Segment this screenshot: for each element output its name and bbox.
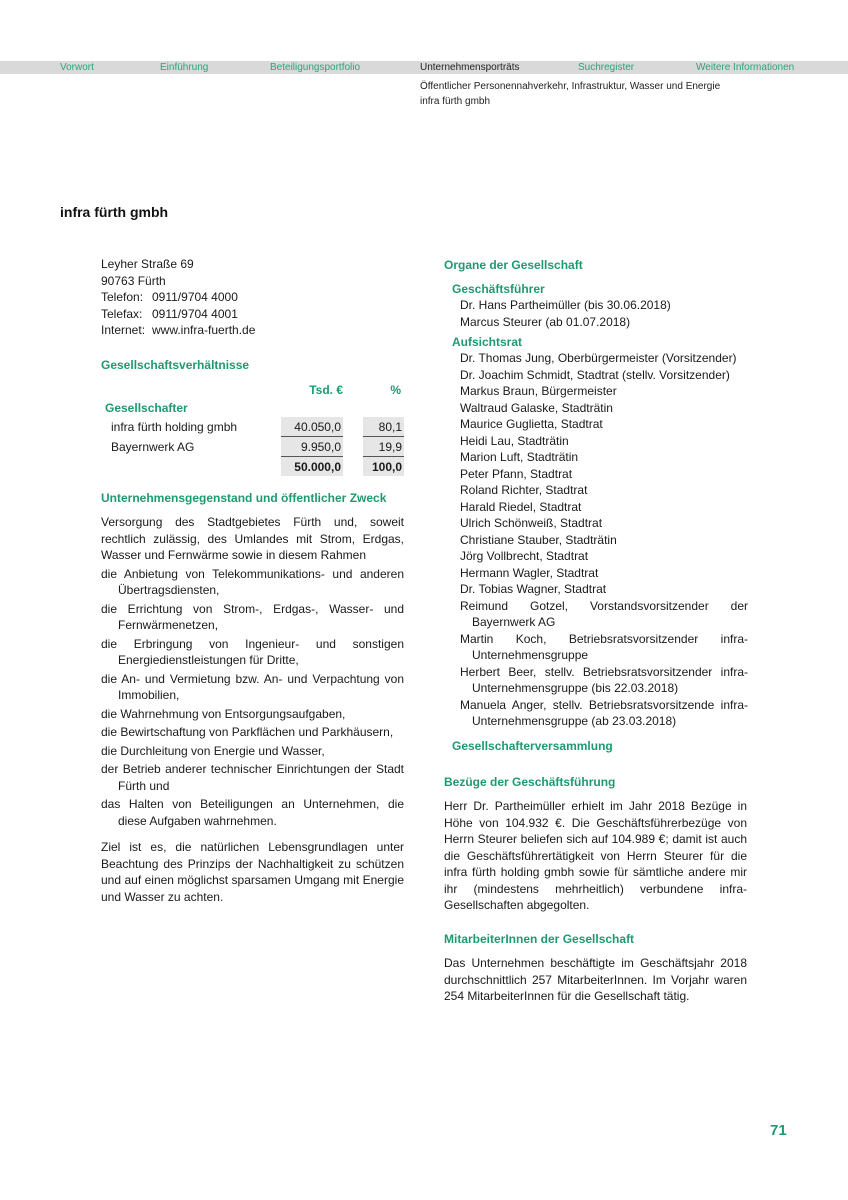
nav-einfuehrung[interactable]: Einführung <box>160 62 209 73</box>
nav-unternehmensportraets[interactable]: Unternehmensporträts <box>420 62 520 73</box>
fax-label: Telefax: <box>101 306 143 321</box>
list-item: Marcus Steurer (ab 01.07.2018) <box>460 314 631 329</box>
list-item: die Bewirtschaftung von Parkflächen und Parkhäusern, <box>101 725 394 739</box>
nav-suchregister[interactable]: Suchregister <box>578 62 635 73</box>
page-title: infra fürth gmbh <box>60 204 169 220</box>
address-web <box>101 322 406 339</box>
address-fax <box>101 306 406 323</box>
organs-heading: Organe der Gesellschaft <box>444 258 583 272</box>
fax-value: 0911/9704 4001 <box>152 306 238 321</box>
list-item: das Halten von Beteiligungen an Unternehmen, die diese Aufgaben wahrnehmen. <box>101 797 404 828</box>
nav-beteiligungsportfolio[interactable]: Beteiligungsportfolio <box>270 62 361 73</box>
col-pct: % <box>390 382 401 397</box>
list-item: die Anbietung von Telekommunikations- und anderen Übertragsdiensten, <box>101 566 404 597</box>
list-item: Herbert Beer, stellv. Betriebsratsvorsitzender infra-Unternehmensgruppe (bis 22.03.2018) <box>460 664 748 695</box>
list-item: die Erbringung von Ingenieur- und sonstigen Energiedienstleistungen für Dritte, <box>101 636 404 667</box>
list-item: Peter Pfann, Stadtrat <box>460 466 573 481</box>
total-tsd: 50.000,0 <box>281 457 343 476</box>
list-item: Roland Richter, Stadtrat <box>460 483 588 497</box>
gv-heading: Gesellschafterversammlung <box>452 738 613 753</box>
shareholders-subheading: Gesellschafter <box>105 401 188 415</box>
list-item: Jörg Vollbrecht, Stadtrat <box>460 549 589 563</box>
shareholder-name: Bayernwerk AG <box>111 440 195 454</box>
organs-block <box>452 281 748 754</box>
list-item: Ulrich Schönweiß, Stadtrat <box>460 516 603 530</box>
pay-text: Herr Dr. Partheimüller erhielt im Jahr 2018 Bezüge in Höhe von 104.932 €. Die Geschäftsführerbezüge von Herrn Steurer beliefen sich auf 104.989 €; damit ist auch die Geschäftsführertätigkeit von Herrn Steurer für die infra fürth holding gmbh sowie für sämtliche andere mir ihr (mindestens mehrheitlich) verbundene infra-Gesellschaften abgegolten. <box>444 799 747 912</box>
shares-table <box>101 380 404 476</box>
purpose-block <box>101 514 404 905</box>
address-city: 90763 Fürth <box>101 273 166 288</box>
nav-weitere-informationen[interactable]: Weitere Informationen <box>696 62 795 73</box>
header-company: infra fürth gmbh <box>420 96 491 107</box>
shareholder-name: infra fürth holding gmbh <box>111 420 238 434</box>
list-item: Markus Braun, Bürgermeister <box>460 384 617 398</box>
list-item: Dr. Tobias Wagner, Stadtrat <box>460 582 607 596</box>
list-item: Marion Luft, Stadträtin <box>460 450 579 464</box>
list-item: die Errichtung von Strom-, Erdgas-, Wasser- und Fernwärmenetzen, <box>101 601 404 632</box>
list-item: Reimund Gotzel, Vorstandsvorsitzender der Bayernwerk AG <box>460 598 748 629</box>
list-item: die Wahrnehmung von Entsorgungsaufgaben, <box>101 706 346 721</box>
list-item: Christiane Stauber, Stadträtin <box>460 532 617 547</box>
shares-heading: Gesellschaftsverhältnisse <box>101 358 250 372</box>
list-item: Hermann Wagler, Stadtrat <box>460 565 599 580</box>
list-item: Dr. Thomas Jung, Oberbürgermeister (Vorsitzender) <box>460 351 737 365</box>
ar-heading: Aufsichtsrat <box>452 335 523 349</box>
list-item: die Durchleitung von Energie und Wasser, <box>101 743 325 758</box>
ar-list <box>452 350 748 730</box>
table-row <box>101 437 404 457</box>
list-item: Martin Koch, Betriebsratsvorsitzender infra-Unternehmensgruppe <box>460 631 748 662</box>
gf-list <box>452 297 748 330</box>
purpose-intro: Versorgung des Stadtgebietes Fürth und, soweit rechtlich zulässig, des Umlandes mit Strom, Erdgas, Wasser und Fernwärme sowie in diesem Rahmen <box>101 515 404 562</box>
list-item: Manuela Anger, stellv. Betriebsratsvorsitzende infra-Unternehmensgruppe (ab 23.03.2018) <box>460 697 748 728</box>
page-number: 71 <box>770 1122 787 1139</box>
address-block <box>101 256 406 339</box>
table-total-row <box>101 457 404 476</box>
phone-value: 0911/9704 4000 <box>152 290 238 304</box>
list-item: Maurice Guglietta, Stadtrat <box>460 417 603 431</box>
list-item: Dr. Hans Partheimüller (bis 30.06.2018) <box>460 298 671 312</box>
address-street: Leyher Straße 69 <box>101 257 194 271</box>
phone-label: Telefon: <box>101 290 144 304</box>
list-item: die An- und Vermietung bzw. An- und Verpachtung von Immobilien, <box>101 671 404 702</box>
shareholder-tsd: 9.950,0 <box>281 437 343 457</box>
staff-text: Das Unternehmen beschäftigte im Geschäftsjahr 2018 durchschnittlich 257 MitarbeiterInnen. Im Vorjahr waren 254 MitarbeiterInnen für die Gesellschaft tätig. <box>444 956 747 1003</box>
header-category: Öffentlicher Personennahverkehr, Infrastruktur, Wasser und Energie <box>420 81 721 92</box>
address-phone <box>101 289 406 306</box>
list-item: Heidi Lau, Stadträtin <box>460 433 569 448</box>
list-item: Harald Riedel, Stadtrat <box>460 499 582 514</box>
shares-table-block <box>101 380 406 476</box>
col-tsd: Tsd. € <box>309 382 343 397</box>
shareholder-pct: 19,9 <box>363 437 404 457</box>
shareholder-pct: 80,1 <box>363 417 404 437</box>
web-value[interactable]: www.infra-fuerth.de <box>152 323 256 337</box>
list-item: Dr. Joachim Schmidt, Stadtrat (stellv. Vorsitzender) <box>460 367 730 382</box>
shareholder-tsd: 40.050,0 <box>281 417 343 437</box>
list-item: der Betrieb anderer technischer Einrichtungen der Stadt Fürth und <box>101 762 404 793</box>
pay-heading: Bezüge der Geschäftsführung <box>444 775 616 789</box>
table-row <box>101 417 404 437</box>
nav-vorwort[interactable]: Vorwort <box>60 62 94 73</box>
purpose-goal: Ziel ist es, die natürlichen Lebensgrundlagen unter Beachtung des Prinzips der Nachhaltigkeit zu schützen und auf einen möglichst sparsamen Umgang mit Energie und Wasser zu achten. <box>101 840 404 904</box>
list-item: Waltraud Galaske, Stadträtin <box>460 400 613 415</box>
web-label: Internet: <box>101 323 146 337</box>
purpose-heading: Unternehmensgegenstand und öffentlicher Zweck <box>101 491 387 505</box>
total-pct: 100,0 <box>363 457 404 476</box>
staff-heading: MitarbeiterInnen der Gesellschaft <box>444 932 635 946</box>
gf-heading: Geschäftsführer <box>452 282 545 296</box>
